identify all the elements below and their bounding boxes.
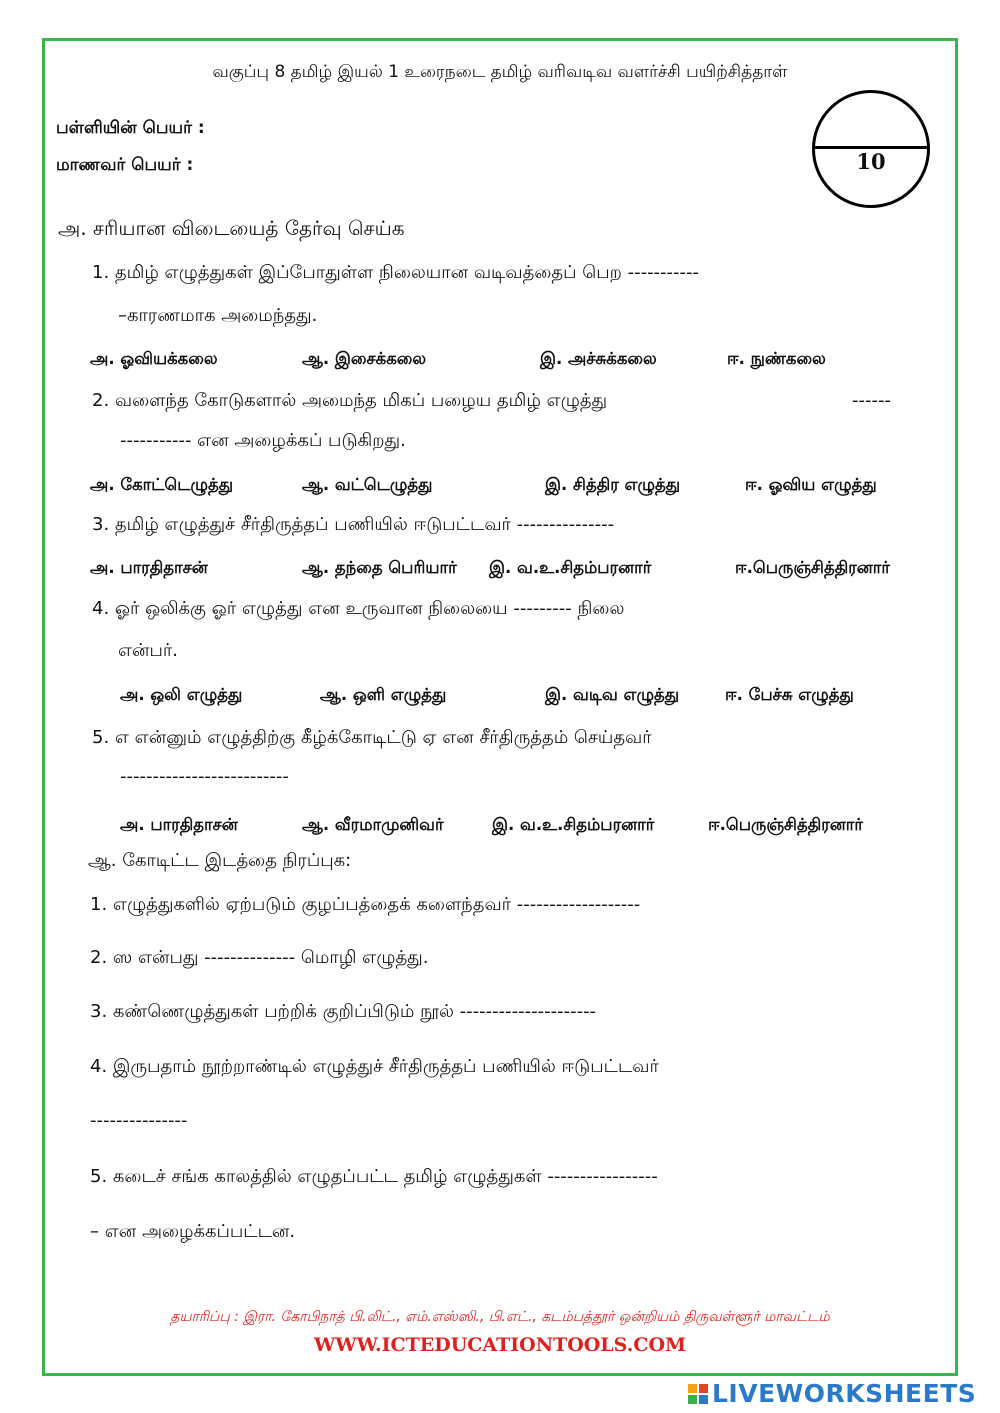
author-credit: தயாரிப்பு : இரா. கோபிநாத் பி.லிட்., எம்.எஸ்ஸி., பி.எட்., கடம்பத்தூர் ஒன்றியம் திருவள்ளூர் மாவட்டம்: [170, 1309, 830, 1325]
fill-blank-5-cont: – என அழைக்கப்பட்டன.: [90, 1221, 296, 1242]
fill-blank-1[interactable]: 1. எழுத்துகளில் ஏற்படும் குழப்பத்தைக் களைந்தவர் -------------------: [90, 894, 641, 915]
liveworksheets-brand: LIVEWORKSHEETS: [712, 1379, 977, 1408]
question-4-text-cont: என்பர்.: [118, 640, 179, 661]
website-link[interactable]: WWW.ICTEDUCATIONTOOLS.COM: [313, 1334, 687, 1356]
question-2-blank[interactable]: ------: [852, 390, 891, 411]
question-3-text: 3. தமிழ் எழுத்துச் சீர்திருத்தப் பணியில் ஈடுபட்டவர் ---------------: [92, 514, 615, 535]
q1-option-b[interactable]: ஆ. இசைக்கலை: [302, 349, 427, 368]
q5-option-a[interactable]: அ. பாரதிதாசன்: [120, 815, 238, 834]
question-4-text: 4. ஓர் ஒலிக்கு ஓர் எழுத்து என உருவான நிலையை --------- நிலை: [92, 598, 625, 619]
q4-option-d[interactable]: ஈ. பேச்சு எழுத்து: [725, 685, 854, 704]
q5-option-c[interactable]: இ. வ.உ.சிதம்பரனார்: [492, 815, 655, 834]
max-score: 10: [856, 149, 886, 174]
question-2-text-cont: ----------- என அழைக்கப் படுகிறது.: [120, 430, 406, 451]
student-name-label: மாணவர் பெயர் :: [56, 155, 194, 175]
question-2-text: 2. வளைந்த கோடுகளால் அமைந்த மிகப் பழைய தமிழ் எழுத்து: [92, 390, 608, 411]
q3-option-a[interactable]: அ. பாரதிதாசன்: [90, 558, 208, 577]
school-name-label: பள்ளியின் பெயர் :: [56, 118, 205, 138]
section-b-heading: ஆ. கோடிட்ட இடத்தை நிரப்புக:: [88, 850, 352, 871]
question-5-text: 5. எ என்னும் எழுத்திற்கு கீழ்க்கோடிட்டு ஏ என சீர்திருத்தம் செய்தவர்: [92, 727, 652, 748]
q1-option-a[interactable]: அ. ஓவியக்கலை: [90, 349, 218, 368]
question-1-text-cont: –காரணமாக அமைந்தது.: [118, 305, 318, 326]
q5-option-b[interactable]: ஆ. வீரமாமுனிவர்: [302, 815, 444, 834]
liveworksheets-logo[interactable]: [688, 1379, 976, 1408]
score-circle[interactable]: [812, 90, 930, 208]
q4-option-b[interactable]: ஆ. ஒளி எழுத்து: [320, 685, 447, 704]
question-5-blank[interactable]: --------------------------: [120, 766, 289, 787]
fill-blank-4-line[interactable]: ---------------: [90, 1110, 188, 1131]
q2-option-c[interactable]: இ. சித்திர எழுத்து: [545, 475, 681, 494]
q3-option-d[interactable]: ஈ.பெருஞ்சித்திரனார்: [735, 558, 890, 577]
q5-option-d[interactable]: ஈ.பெருஞ்சித்திரனார்: [708, 815, 863, 834]
fill-blank-2[interactable]: 2. ஸ என்பது -------------- மொழி எழுத்து.: [90, 947, 429, 968]
fill-blank-3[interactable]: 3. கண்ணெழுத்துகள் பற்றிக் குறிப்பிடும் நூல் ---------------------: [90, 1001, 597, 1022]
q4-option-c[interactable]: இ. வடிவ எழுத்து: [545, 685, 680, 704]
q2-option-b[interactable]: ஆ. வட்டெழுத்து: [302, 475, 433, 494]
liveworksheets-logo-icon: [688, 1384, 708, 1404]
fill-blank-5[interactable]: 5. கடைச் சங்க காலத்தில் எழுதப்பட்ட தமிழ் எழுத்துகள் -----------------: [90, 1166, 658, 1187]
q4-option-a[interactable]: அ. ஒலி எழுத்து: [120, 685, 243, 704]
q3-option-b[interactable]: ஆ. தந்தை பெரியார்: [302, 558, 457, 577]
worksheet-title: வகுப்பு 8 தமிழ் இயல் 1 உரைநடை தமிழ் வரிவடிவ வளர்ச்சி பயிற்சித்தாள்: [212, 62, 788, 82]
question-1-text: 1. தமிழ் எழுத்துகள் இப்போதுள்ள நிலையான வடிவத்தைப் பெற -----------: [92, 262, 700, 283]
q3-option-c[interactable]: இ. வ.உ.சிதம்பரனார்: [489, 558, 652, 577]
q2-option-d[interactable]: ஈ. ஓவிய எழுத்து: [745, 475, 877, 494]
q1-option-d[interactable]: ஈ. நுண்கலை: [727, 349, 826, 368]
section-a-heading: அ. சரியான விடையைத் தேர்வு செய்க: [58, 216, 405, 240]
q2-option-a[interactable]: அ. கோட்டெழுத்து: [90, 475, 234, 494]
fill-blank-4: 4. இருபதாம் நூற்றாண்டில் எழுத்துச் சீர்திருத்தப் பணியில் ஈடுபட்டவர்: [90, 1056, 659, 1077]
q1-option-c[interactable]: இ. அச்சுக்கலை: [540, 349, 657, 368]
